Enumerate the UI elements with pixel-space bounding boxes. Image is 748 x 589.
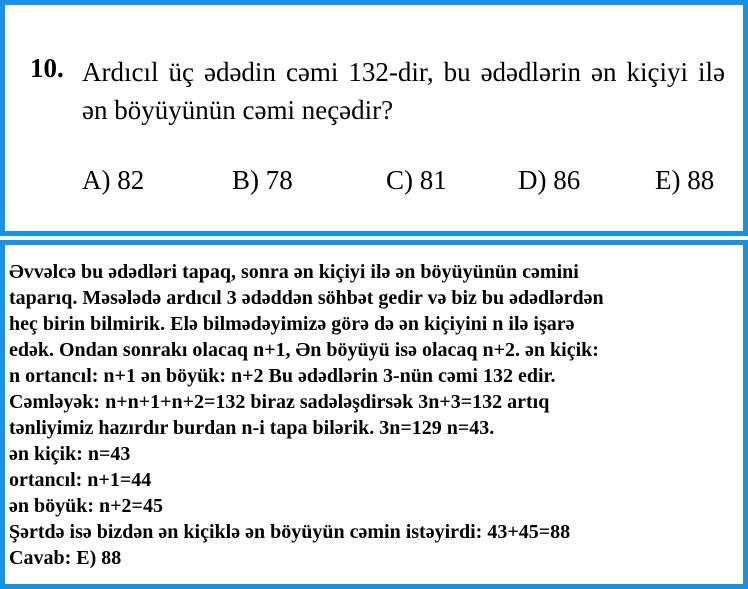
- answer-line: Cavab: E) 88: [9, 547, 122, 569]
- answer-options: [82, 165, 725, 205]
- option-e: E) 88: [655, 165, 715, 195]
- question-text: Ardıcıl üç ədədin cəmi 132-dir, bu ədədlərin ən kiçiyi ilə ən böyüyünün cəmi neçədir?: [82, 57, 725, 125]
- option-b: B) 78: [232, 165, 293, 195]
- option-c: C) 81: [386, 165, 447, 195]
- question-panel: [0, 0, 748, 236]
- solution-line: n ortancıl: n+1 ən böyük: n+2 Bu ədədlərin 3-nün cəmi 132 edir.: [9, 365, 556, 387]
- solution-line: Şərtdə isə bizdən ən kiçiklə ən böyüyün cəmin istəyirdi: 43+45=88: [9, 521, 571, 543]
- solution-line: heç birin bilmirik. Elə bilmədəyimizə görə də ən kiçiyini n ilə işarə: [9, 313, 575, 335]
- solution-text: [9, 259, 733, 571]
- option-d: D) 86: [518, 165, 581, 195]
- solution-line: ən kiçik: n=43: [9, 443, 131, 465]
- question-number: 10.: [30, 53, 64, 83]
- solution-line: taparıq. Məsələdə ardıcıl 3 ədəddən söhbət gedir və biz bu ədədlərdən: [9, 287, 604, 309]
- solution-panel: [0, 240, 748, 589]
- solution-line: Əvvəlcə bu ədədləri tapaq, sonra ən kiçiyi ilə ən böyüyünün cəmini: [9, 261, 579, 283]
- solution-line: ən böyük: n+2=45: [9, 495, 163, 517]
- solution-line: edək. Ondan sonrakı olacaq n+1, Ən böyüyü isə olacaq n+2. ən kiçik:: [9, 339, 599, 361]
- solution-line: tənliyimiz hazırdır burdan n-i tapa bilərik. 3n=129 n=43.: [9, 417, 495, 439]
- option-a: A) 82: [82, 165, 145, 195]
- solution-line: Cəmləyək: n+n+1+n+2=132 biraz sadələşdirsək 3n+3=132 artıq: [9, 391, 550, 413]
- solution-line: ortancıl: n+1=44: [9, 469, 152, 491]
